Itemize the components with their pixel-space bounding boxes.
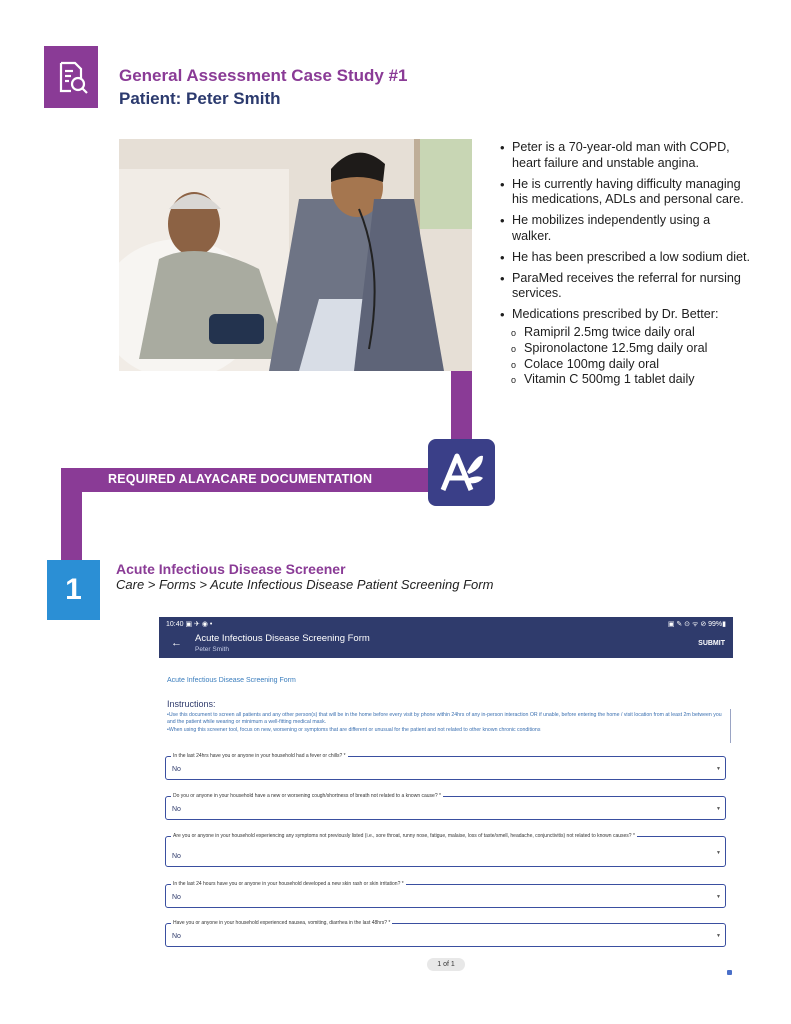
app-bar-title: Acute Infectious Disease Screening Form [195, 633, 370, 644]
field-label: In the last 24 hours have you or anyone in your household developed a new skin rash or skin irritation? * [173, 881, 404, 887]
dropdown-arrow-icon: ▼ [716, 766, 721, 772]
fever-question-select[interactable] [165, 753, 726, 780]
lock-icon [727, 970, 732, 975]
step-number: 1 [47, 560, 100, 620]
field-label: Do you or anyone in your household have a new or worsening cough/shortness of breath not related to a known cause? * [173, 793, 441, 799]
instruction-text: •When using this screener tool, focus on new, worsening or symptoms that are different or unusual for the patient and not related to other known chronic conditions [167, 727, 541, 733]
page-indicator: 1 of 1 [427, 958, 465, 971]
dropdown-arrow-icon: ▼ [716, 933, 721, 939]
medication-item: o Spironolactone 12.5mg daily oral [500, 341, 750, 357]
step-breadcrumb: Care > Forms > Acute Infectious Disease Patient Screening Form [116, 577, 494, 592]
field-label: In the last 24hrs have you or anyone in your household had a fever or chills? * [173, 753, 346, 759]
document-search-icon [44, 46, 98, 108]
form-heading: Acute Infectious Disease Screening Form [167, 677, 296, 684]
nausea-question-select[interactable] [165, 920, 726, 947]
field-value: No [172, 894, 181, 901]
connector-vertical [451, 371, 472, 443]
list-item: • He has been prescribed a low sodium diet. [500, 250, 750, 266]
step-title: Acute Infectious Disease Screener [116, 561, 346, 577]
field-value: No [172, 933, 181, 940]
form-screenshot [159, 617, 733, 957]
medication-item: o Ramipril 2.5mg twice daily oral [500, 325, 750, 341]
status-bar [159, 617, 733, 631]
banner-label: REQUIRED ALAYACARE DOCUMENTATION [108, 472, 373, 486]
connector-down [61, 492, 82, 560]
documentation-banner [61, 468, 433, 492]
skin-rash-question-select[interactable] [165, 881, 726, 908]
status-right: ▣ ✎ ⊙ ᯤ ⊘ 99%▮ [667, 620, 726, 628]
field-value: No [172, 853, 181, 860]
case-summary-list [500, 140, 750, 388]
scroll-indicator [730, 709, 731, 743]
list-item: • ParaMed receives the referral for nursing services. [500, 271, 750, 303]
back-arrow-icon[interactable]: ← [171, 637, 182, 649]
list-item: • He mobilizes independently using a walker. [500, 213, 750, 245]
symptoms-question-select[interactable] [165, 833, 726, 867]
medication-item: o Vitamin C 500mg 1 tablet daily [500, 372, 750, 388]
app-bar-subtitle: Peter Smith [195, 646, 229, 653]
cough-question-select[interactable] [165, 793, 726, 820]
list-item: • Medications prescribed by Dr. Better: [500, 307, 750, 323]
field-label: Are you or anyone in your household experiencing any symptoms not previously listed (i.e., sore throat, runny nose, fatigue, malaise, loss of taste/smell, headache, conjunctivitis) not related to known causes? * [173, 833, 635, 839]
field-label: Have you or anyone in your household experienced nausea, vomiting, diarrhea in the last 48hrs? * [173, 920, 391, 926]
dropdown-arrow-icon: ▼ [716, 806, 721, 812]
page-title: General Assessment Case Study #1 [119, 66, 408, 85]
patient-name: Patient: Peter Smith [119, 89, 281, 108]
instructions-title: Instructions: [167, 699, 216, 709]
submit-button[interactable]: SUBMIT [698, 640, 725, 647]
alayacare-logo-icon [428, 439, 495, 506]
dropdown-arrow-icon: ▼ [716, 850, 721, 856]
patient-nurse-photo [119, 139, 472, 371]
list-item: • Peter is a 70-year-old man with COPD, heart failure and unstable angina. [500, 140, 750, 172]
field-value: No [172, 766, 181, 773]
medication-item: o Colace 100mg daily oral [500, 357, 750, 373]
field-value: No [172, 806, 181, 813]
dropdown-arrow-icon: ▼ [716, 894, 721, 900]
list-item: • He is currently having difficulty managing his medications, ADLs and personal care. [500, 177, 750, 209]
status-left: 10:40 ▣ ✈ ◉ • [166, 621, 213, 628]
instruction-text: •Use this document to screen all patients and any other person(s) that will be in the home before every visit by phone within 24hrs of any in-person interaction OR if unable, before entering the home / visit location from at least 2m between you and the patient while wearing or minimum a well-fitting medical mask. [167, 712, 722, 725]
app-bar [159, 631, 733, 658]
